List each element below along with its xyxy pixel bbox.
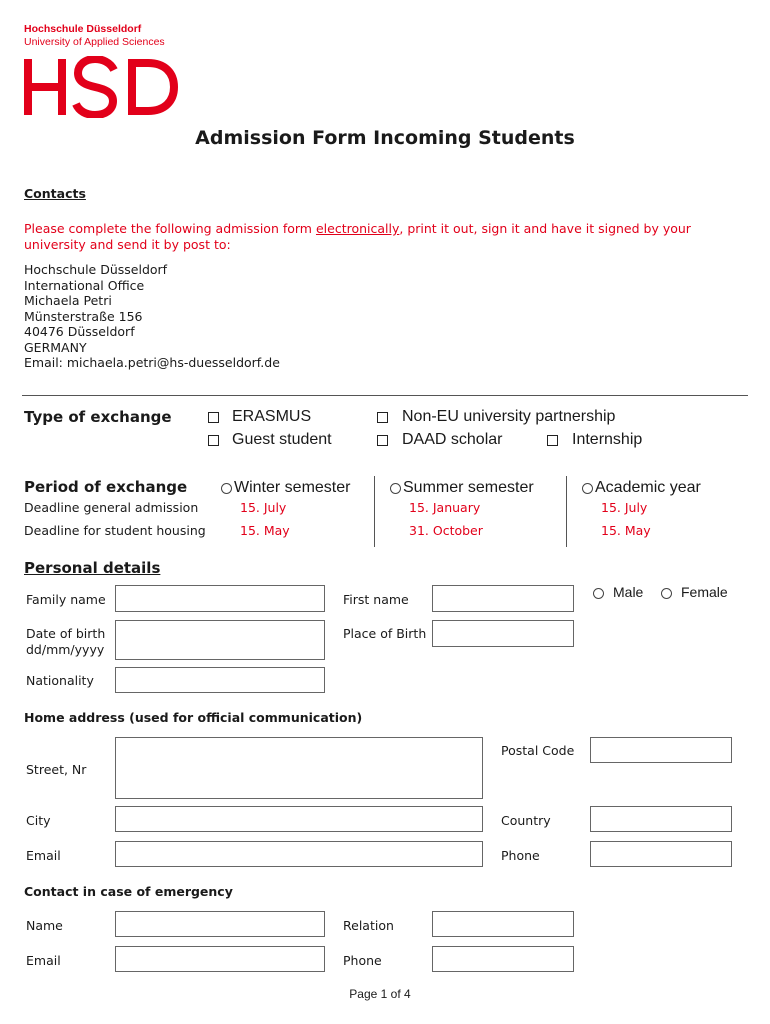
page-number: Page 1 of 4 — [349, 987, 411, 1001]
city-label: City — [26, 813, 51, 828]
relation-field[interactable] — [432, 911, 574, 937]
emergency-phone-label: Phone — [343, 953, 382, 968]
non-eu-partnership-checkbox[interactable] — [377, 412, 388, 423]
deadline-housing-label: Deadline for student housing — [24, 523, 206, 538]
hsd-logo — [22, 56, 178, 118]
male-label: Male — [613, 584, 644, 600]
instruction-text-3: university and send it by post to: — [24, 236, 231, 252]
postal-address — [24, 262, 280, 371]
deadline-general-winter: 15. July — [240, 500, 287, 515]
guest-student-checkbox[interactable] — [208, 435, 219, 446]
internship-checkbox[interactable] — [547, 435, 558, 446]
nationality-field[interactable] — [115, 667, 325, 693]
country-label: Country — [501, 813, 551, 828]
address-line: 40476 Düsseldorf — [24, 324, 135, 339]
deadline-housing-summer: 31. October — [409, 523, 483, 538]
instruction-link: electronically — [315, 221, 400, 236]
column-divider — [566, 476, 567, 547]
street-label: Street, Nr — [26, 762, 87, 777]
emergency-heading: Contact in case of emergency — [24, 884, 233, 899]
email-label: Email — [26, 848, 61, 863]
country-field[interactable] — [590, 806, 732, 832]
daad-scholar-checkbox[interactable] — [377, 435, 388, 446]
place-of-birth-field[interactable] — [432, 620, 574, 647]
column-divider — [374, 476, 375, 547]
phone-label: Phone — [501, 848, 540, 863]
family-name-label: Family name — [26, 592, 106, 607]
address-line: Hochschule Düsseldorf — [24, 262, 168, 277]
instruction-text: Please complete the following admission form — [24, 221, 316, 236]
winter-semester-radio[interactable] — [221, 483, 232, 494]
personal-details-heading: Personal details — [24, 559, 161, 577]
page-title: Admission Form Incoming Students — [195, 127, 575, 149]
female-label: Female — [681, 584, 728, 600]
street-field[interactable] — [115, 737, 483, 799]
deadline-housing-winter: 15. May — [240, 523, 290, 538]
relation-label: Relation — [343, 918, 394, 933]
contacts-instruction — [24, 221, 744, 252]
dob-format-label: dd/mm/yyyy — [26, 642, 105, 657]
address-line: International Office — [24, 277, 145, 293]
period-label: Period of exchange — [24, 478, 188, 496]
first-name-field[interactable] — [432, 585, 574, 612]
emergency-email-field[interactable] — [115, 946, 325, 972]
deadline-housing-year: 15. May — [601, 523, 651, 538]
winter-semester-label: Winter semester — [234, 479, 351, 496]
instruction-text-2: , print it out, sign it and have it signed by your — [399, 221, 691, 236]
postal-code-field[interactable] — [590, 737, 732, 763]
address-line: Email: michaela.petri@hs-duesseldorf.de — [24, 355, 280, 370]
nationality-label: Nationality — [26, 673, 94, 688]
guest-student-label: Guest student — [232, 431, 332, 448]
erasmus-label: ERASMUS — [232, 408, 312, 425]
emergency-name-label: Name — [26, 918, 63, 933]
emergency-email-label: Email — [26, 953, 61, 968]
emergency-name-field[interactable] — [115, 911, 325, 937]
deadline-general-summer: 15. January — [409, 500, 481, 515]
summer-semester-radio[interactable] — [390, 483, 401, 494]
deadline-general-year: 15. July — [601, 500, 648, 515]
non-eu-partnership-label: Non-EU university partnership — [402, 408, 616, 425]
home-address-heading: Home address (used for official communication) — [24, 710, 363, 725]
deadline-general-label: Deadline general admission — [24, 500, 199, 515]
contacts-heading: Contacts — [24, 186, 86, 201]
exchange-type-label: Type of exchange — [24, 408, 172, 426]
female-radio[interactable] — [661, 588, 672, 599]
summer-semester-label: Summer semester — [403, 479, 534, 496]
university-subtitle: University of Applied Sciences — [24, 36, 165, 48]
phone-field[interactable] — [590, 841, 732, 867]
emergency-phone-field[interactable] — [432, 946, 574, 972]
email-field[interactable] — [115, 841, 483, 867]
postal-code-label: Postal Code — [501, 743, 575, 758]
university-name: Hochschule Düsseldorf — [24, 23, 142, 35]
section-divider — [22, 395, 748, 396]
internship-label: Internship — [572, 431, 643, 448]
erasmus-checkbox[interactable] — [208, 412, 219, 423]
address-line: GERMANY — [24, 339, 87, 355]
address-line: Münsterstraße 156 — [24, 308, 143, 324]
place-of-birth-label: Place of Birth — [343, 626, 427, 641]
city-field[interactable] — [115, 806, 483, 832]
first-name-label: First name — [343, 592, 409, 607]
address-line: Michaela Petri — [24, 293, 112, 308]
academic-year-label: Academic year — [595, 479, 701, 496]
male-radio[interactable] — [593, 588, 604, 599]
dob-label: Date of birth — [26, 626, 106, 641]
daad-scholar-label: DAAD scholar — [402, 431, 503, 448]
academic-year-radio[interactable] — [582, 483, 593, 494]
family-name-field[interactable] — [115, 585, 325, 612]
dob-field[interactable] — [115, 620, 325, 660]
